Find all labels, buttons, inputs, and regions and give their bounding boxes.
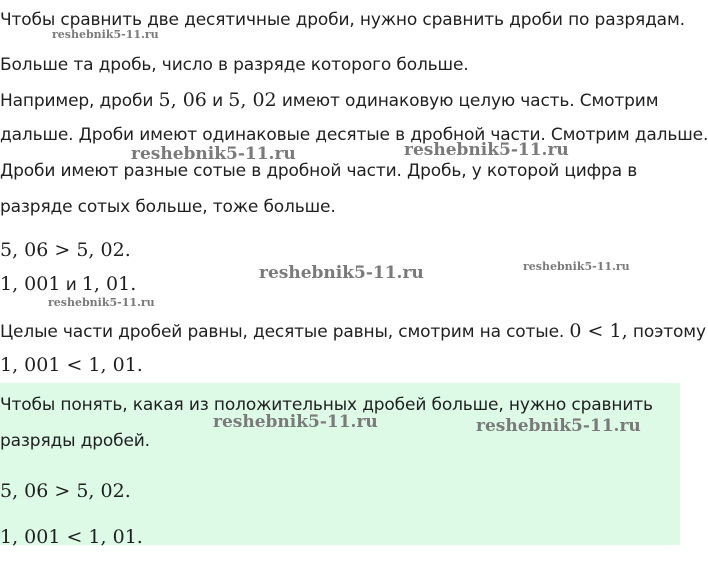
watermark: reshebnik5-11.ru <box>404 140 569 160</box>
summary-line: Чтобы понять, какая из положительных дробей больше, нужно сравнить <box>0 395 653 415</box>
watermark: reshebnik5-11.ru <box>48 296 155 309</box>
text-fragment: Целые части дробей равны, десятые равны, смотрим на сотые. <box>0 322 570 342</box>
math-comparison: 1, 001 < 1, 01. <box>0 354 143 376</box>
math-number: 1, 001 <box>0 273 61 295</box>
watermark: reshebnik5-11.ru <box>259 263 424 283</box>
watermark: reshebnik5-11.ru <box>131 144 296 164</box>
text-fragment: и <box>206 91 229 111</box>
paragraph-explanation-line: Дроби имеют разные сотые в дробной части. Дробь, у которой цифра в <box>0 161 638 181</box>
text-fragment: и <box>60 275 82 295</box>
paragraph-explanation-line: дальше. Дроби имеют одинаковые десятые в дробной части. Смотрим дальше. <box>0 125 708 145</box>
math-number: 1, 01. <box>81 273 137 295</box>
paragraph-conclusion-line <box>0 320 706 343</box>
watermark: reshebnik5-11.ru <box>523 260 630 273</box>
paragraph-explanation-line: разряде сотых больше, тоже больше. <box>0 197 336 217</box>
text-fragment: поэтому <box>627 322 706 342</box>
text-fragment: Например, дроби <box>0 91 159 111</box>
math-comparison: 1, 001 < 1, 01. <box>0 526 143 548</box>
text-fragment: имеют одинаковую целую часть. Смотрим <box>276 91 659 111</box>
watermark: reshebnik5-11.ru <box>476 416 641 436</box>
summary-line: разряды дробей. <box>0 431 150 451</box>
paragraph-rule-intro: Чтобы сравнить две десятичные дроби, нужно сравнить дроби по разрядам. <box>0 10 685 30</box>
math-number: 5, 02 <box>228 89 277 111</box>
math-inequality: 0 < 1, <box>569 320 628 342</box>
watermark: reshebnik5-11.ru <box>52 28 159 41</box>
watermark: reshebnik5-11.ru <box>213 412 378 432</box>
math-comparison: 5, 06 > 5, 02. <box>0 480 131 502</box>
paragraph-example-line <box>0 89 658 112</box>
math-number: 5, 06 <box>158 89 207 111</box>
paragraph-rule-statement: Больше та дробь, число в разряде которого больше. <box>0 55 469 75</box>
math-pair-line <box>0 273 136 296</box>
math-comparison: 5, 06 > 5, 02. <box>0 239 131 261</box>
